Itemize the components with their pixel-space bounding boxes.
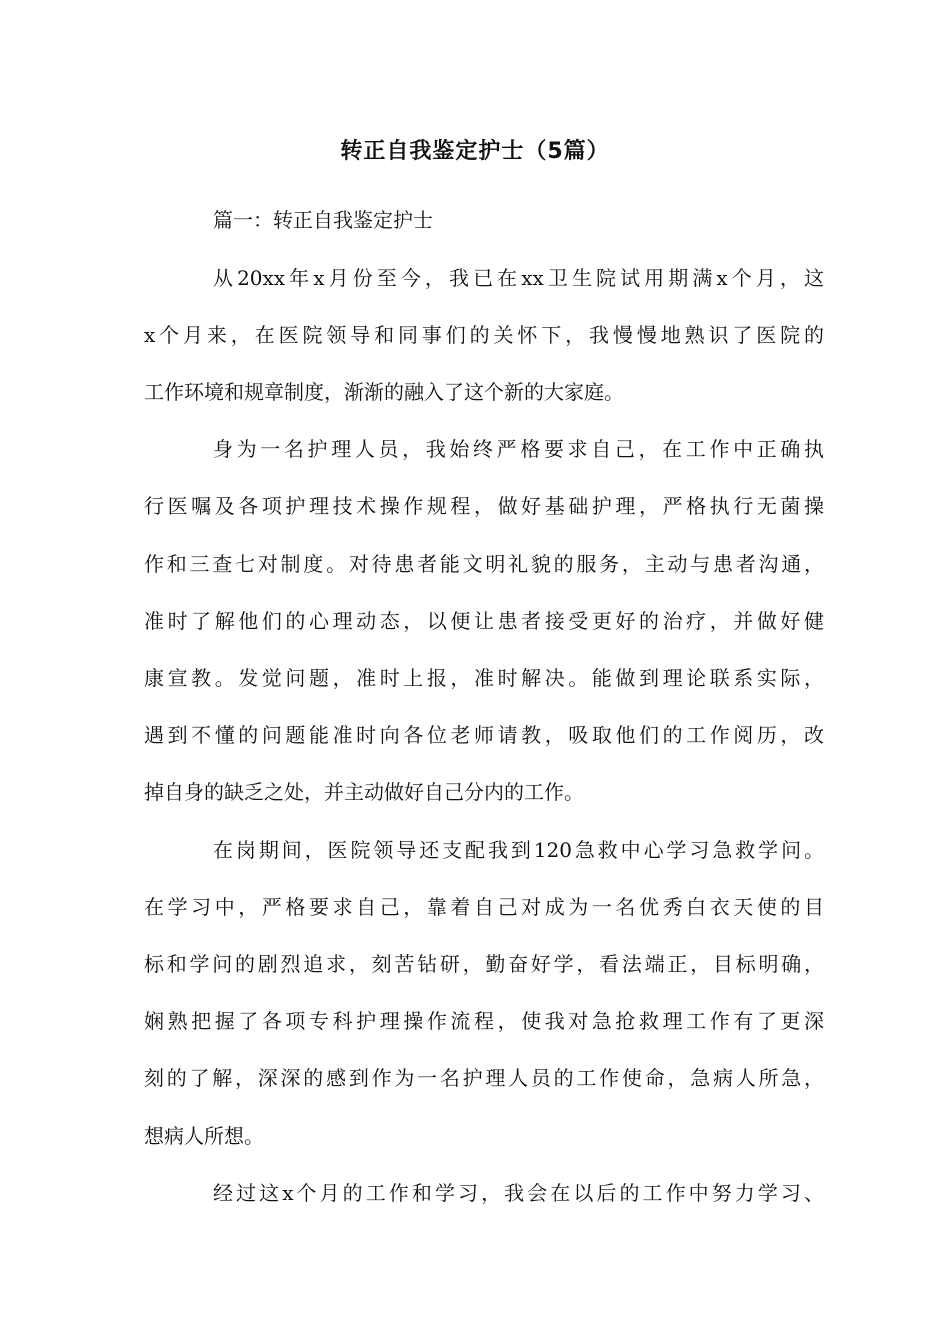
paragraph-2-line-7: 掉自身的缺乏之处，并主动做好自己分内的工作。 [144,780,584,804]
paragraph-1-line-3: 工作环境和规章制度，渐渐的融入了这个新的大家庭。 [144,380,624,404]
paragraph-3-line-6: 想病人所想。 [144,1124,264,1148]
paragraph-2-line-2: 行医嘱及各项护理技术操作规程，做好基础护理，严格执行无菌操 [144,494,824,518]
paragraph-4-line-1: 经过这x个月的工作和学习，我会在以后的工作中努力学习、 [213,1181,824,1205]
paragraph-3-line-1: 在岗期间，医院领导还支配我到120急救中心学习急救学问。 [213,838,824,862]
paragraph-1-line-2: x个月来，在医院领导和同事们的关怀下，我慢慢地熟识了医院的 [144,323,824,347]
paragraph-2-line-6: 遇到不懂的问题能准时向各位老师请教，吸取他们的工作阅历，改 [144,723,824,747]
document-title: 转正自我鉴定护士（5篇） [340,139,610,164]
paragraph-3-line-2: 在学习中，严格要求自己，靠着自己对成为一名优秀白衣天使的目 [144,895,824,919]
section-heading: 篇一：转正自我鉴定护士 [213,208,433,232]
paragraph-2-line-3: 作和三查七对制度。对待患者能文明礼貌的服务，主动与患者沟通， [144,552,824,576]
paragraph-2-line-5: 康宣教。发觉问题，准时上报，准时解决。能做到理论联系实际， [144,666,824,690]
paragraph-3-line-4: 娴熟把握了各项专科护理操作流程，使我对急抢救理工作有了更深 [144,1009,824,1033]
paragraph-3-line-3: 标和学问的剧烈追求，刻苦钻研，勤奋好学，看法端正，目标明确， [144,952,824,976]
paragraph-1-line-1: 从20xx年x月份至今，我已在xx卫生院试用期满x个月，这 [213,266,824,290]
paragraph-2-line-4: 准时了解他们的心理动态，以便让患者接受更好的治疗，并做好健 [144,609,824,633]
paragraph-2-line-1: 身为一名护理人员，我始终严格要求自己，在工作中正确执 [213,437,824,461]
paragraph-3-line-5: 刻的了解，深深的感到作为一名护理人员的工作使命，急病人所急， [144,1066,824,1090]
